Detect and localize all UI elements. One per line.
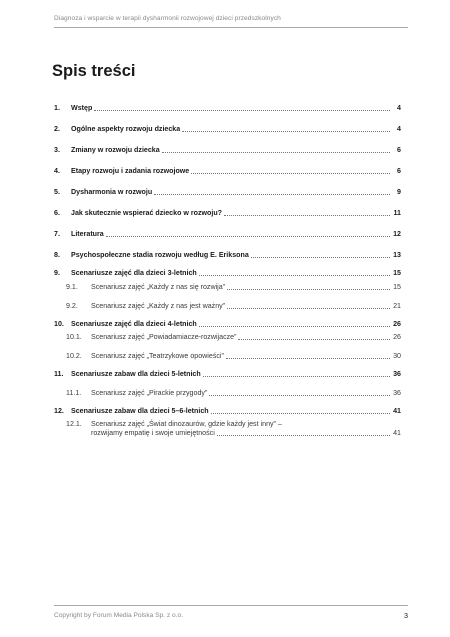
toc-leader-dots (162, 152, 390, 153)
toc-entry[interactable] (54, 239, 401, 260)
toc-entry-label: Psychospołeczne stadia rozwoju według E. Eriksona (71, 251, 249, 259)
toc-entry-number: 8. (54, 251, 60, 259)
toc-entry[interactable] (54, 113, 401, 134)
toc-subentry[interactable] (54, 329, 401, 343)
toc-subentry-label: Scenariusz zajęć „Każdy z nas jest ważny” (91, 301, 226, 310)
toc-entry-page: 9 (397, 188, 401, 196)
toc-entry-page: 6 (397, 146, 401, 154)
toc-entry-number: 6. (54, 209, 60, 217)
toc-leader-dots (191, 173, 390, 174)
toc-leader-dots (182, 131, 390, 132)
toc-entry-number: 10. (54, 319, 64, 328)
toc-leader-dots (217, 435, 390, 436)
toc-subentry[interactable] (54, 342, 401, 361)
toc-entry-page: 12 (393, 230, 401, 238)
toc-entry-page: 6 (397, 167, 401, 175)
toc-subentry-number: 9.1. (66, 282, 78, 291)
toc-subentry-number: 11.1. (66, 389, 82, 397)
toc-leader-dots (199, 326, 390, 327)
toc-entry-label: Scenariusze zabaw dla dzieci 5–6-letnich (71, 407, 209, 415)
toc-subentry-text (91, 420, 401, 438)
toc-subentry-page: 36 (393, 389, 401, 397)
toc-subentry-page: 41 (393, 429, 401, 437)
footer-divider (54, 605, 408, 606)
toc-entry[interactable] (54, 92, 401, 113)
header-divider (54, 27, 408, 28)
toc-leader-dots (154, 194, 390, 195)
toc-entry-page: 41 (393, 407, 401, 415)
toc-entry-label: Zmiany w rozwoju dziecka (71, 146, 160, 154)
toc-entry[interactable] (54, 176, 401, 197)
toc-subentry[interactable] (54, 379, 401, 398)
toc-entry-page: 11 (393, 209, 401, 217)
toc-entry-label: Scenariusze zajęć dla dzieci 4-letnich (71, 319, 197, 328)
toc-subentry-number: 10.1. (66, 333, 82, 341)
toc-entry-label: Ogólne aspekty rozwoju dziecka (71, 125, 181, 133)
toc-entry-page: 4 (397, 125, 401, 133)
toc-entry-label: Dysharmonia w rozwoju (71, 188, 153, 196)
toc-subentry-label: Scenariusz zajęć „Pirackie przygody” (91, 389, 208, 397)
toc-entry[interactable] (54, 155, 401, 176)
toc-entry[interactable] (54, 197, 401, 218)
toc-entry-number: 7. (54, 230, 60, 238)
toc-subentry-number: 9.2. (66, 301, 78, 310)
toc-subentry-label: Scenariusz zajęć „Teatrzykowe opowieści” (91, 352, 224, 360)
toc-entry-number: 4. (54, 167, 60, 175)
toc-leader-dots (209, 395, 390, 396)
toc-entry-label: Jak skutecznie wspierać dziecko w rozwoju? (71, 209, 222, 217)
table-of-contents (54, 92, 401, 438)
toc-leader-dots (226, 358, 390, 359)
toc-entry-number: 11. (54, 370, 64, 378)
toc-entry-label: Literatura (71, 230, 104, 238)
toc-entry-label: Scenariusze zajęć dla dzieci 3-letnich (71, 269, 197, 277)
toc-subentry-number: 10.2. (66, 352, 82, 360)
toc-subentry-label-line2: rozwijamy empatię i swoje umiejętności (91, 429, 215, 437)
toc-leader-dots (203, 376, 390, 377)
toc-subentry-line2 (91, 429, 401, 438)
toc-leader-dots (94, 110, 390, 111)
toc-entry-page: 13 (393, 251, 401, 259)
toc-subentry-label: Scenariusz zajęć „Powiadamiacze-rozwijacze” (91, 333, 237, 341)
toc-subentry-page: 21 (393, 301, 401, 310)
toc-entry-number: 12. (54, 407, 64, 415)
toc-leader-dots (199, 275, 390, 276)
page-title: Spis treści (52, 62, 136, 80)
toc-entry[interactable] (54, 311, 401, 329)
toc-entry-number: 3. (54, 146, 60, 154)
toc-entry-number: 1. (54, 104, 60, 112)
toc-entry-page: 15 (393, 269, 401, 277)
toc-subentry[interactable] (54, 278, 401, 292)
toc-leader-dots (251, 257, 390, 258)
toc-entry-page: 26 (393, 319, 401, 328)
toc-entry-number: 5. (54, 188, 60, 196)
toc-entry-label: Etapy rozwoju i zadania rozwojowe (71, 167, 190, 175)
toc-entry-page: 4 (397, 104, 401, 112)
footer-copyright: Copyright by Forum Media Polska Sp. z o.o. (54, 612, 183, 619)
toc-subentry-page: 30 (393, 352, 401, 360)
toc-entry[interactable] (54, 260, 401, 278)
toc-entry[interactable] (54, 218, 401, 239)
toc-subentry-page: 15 (393, 282, 401, 291)
toc-entry-label: Scenariusze zabaw dla dzieci 5-letnich (71, 370, 201, 378)
toc-entry-number: 9. (54, 269, 60, 277)
toc-subentry-number: 12.1. (66, 420, 82, 428)
toc-subentry-label: Scenariusz zajęć „Każdy z nas się rozwija” (91, 282, 226, 291)
toc-leader-dots (224, 215, 390, 216)
toc-entry-page: 36 (393, 370, 401, 378)
toc-entry[interactable] (54, 398, 401, 416)
toc-leader-dots (106, 236, 390, 237)
toc-subentry-label-line1: Scenariusz zajęć „Świat dinozaurów, gdzie każdy jest inny” – (91, 420, 282, 428)
toc-entry-label: Wstęp (71, 104, 93, 112)
toc-leader-dots (211, 413, 390, 414)
toc-leader-dots (238, 339, 390, 340)
toc-subentry[interactable] (54, 292, 401, 311)
toc-leader-dots (227, 308, 390, 309)
footer-page-number: 3 (404, 611, 408, 620)
running-header: Diagnoza i wsparcie w terapii dysharmonii rozwojowej dzieci przedszkolnych (54, 15, 281, 22)
toc-subentry-page: 26 (393, 333, 401, 341)
toc-entry-number: 2. (54, 125, 60, 133)
toc-entry[interactable] (54, 134, 401, 155)
toc-subentry[interactable] (54, 416, 401, 438)
toc-leader-dots (227, 289, 390, 290)
toc-entry[interactable] (54, 361, 401, 379)
